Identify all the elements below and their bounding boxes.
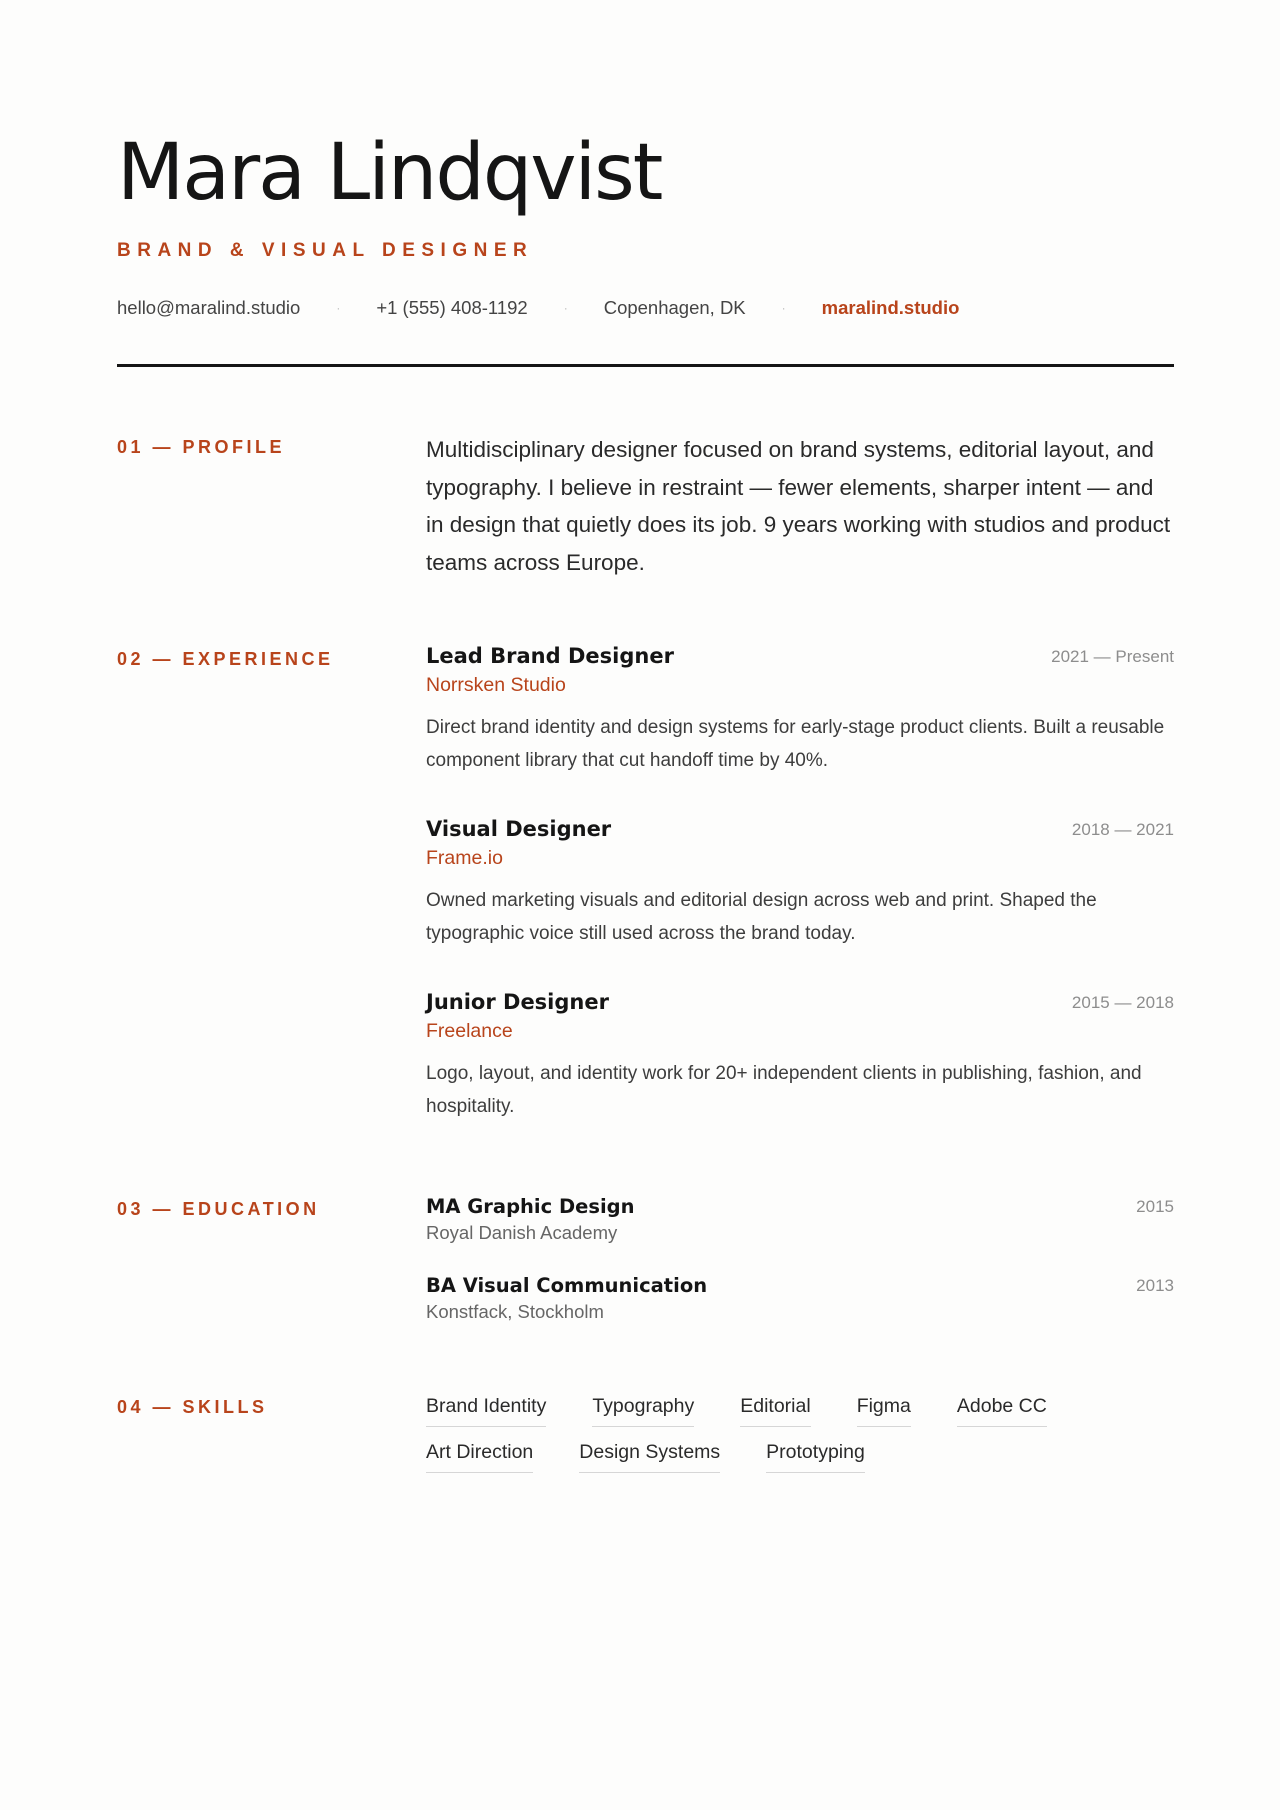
skill-tag: Design Systems <box>579 1441 720 1473</box>
section-label-profile: 01 — PROFILE <box>117 437 286 457</box>
job-description: Direct brand identity and design systems for early-stage product clients. Built a reusable component library that cut handoff time by 40%. <box>426 717 1165 771</box>
job-dates: 2018 — 2021 <box>1071 820 1174 839</box>
job-company: Freelance <box>426 1020 513 1042</box>
skill-tag: Brand Identity <box>426 1395 546 1427</box>
job-entry <box>426 644 1174 777</box>
education-school: Royal Danish Academy <box>426 1222 618 1243</box>
job-description: Logo, layout, and identity work for 20+ independent clients in publishing, fashion, and hospitality. <box>426 1063 1142 1117</box>
contact-bar <box>117 297 959 319</box>
job-role-title: BRAND & VISUAL DESIGNER <box>117 240 534 261</box>
email-link[interactable]: hello@maralind.studio <box>117 297 301 318</box>
skill-tag: Typography <box>592 1395 694 1427</box>
skill-tag: Prototyping <box>766 1441 865 1473</box>
job-title: Junior Designer <box>426 990 609 1014</box>
skills-row <box>426 1395 1174 1427</box>
skill-tag: Art Direction <box>426 1441 533 1473</box>
location-text: Copenhagen, DK <box>603 297 746 318</box>
contact-separator: · <box>336 301 341 315</box>
skill-tag: Editorial <box>740 1395 810 1427</box>
section-label-education: 03 — EDUCATION <box>117 1199 320 1219</box>
job-entry <box>426 990 1174 1123</box>
profile-text: Multidisciplinary designer focused on brand systems, editorial layout, and typography. I believe in restraint — fewer elements, sharper intent — and in design that quietly does its job. 9 years working with studios and product teams across Europe. <box>426 437 1171 575</box>
section-label-experience: 02 — EXPERIENCE <box>117 649 334 669</box>
job-dates: 2015 — 2018 <box>1071 993 1174 1012</box>
website-link[interactable]: maralind.studio <box>821 297 960 318</box>
section-label-skills: 04 — SKILLS <box>117 1397 268 1417</box>
skill-tag: Figma <box>857 1395 911 1427</box>
skills-row <box>426 1441 1174 1473</box>
job-company: Frame.io <box>426 847 503 869</box>
education-year: 2013 <box>1136 1276 1174 1295</box>
education-degree: MA Graphic Design <box>426 1195 635 1218</box>
job-title: Visual Designer <box>426 817 612 841</box>
skill-tag: Adobe CC <box>957 1395 1047 1427</box>
job-entry <box>426 817 1174 950</box>
person-name: Mara Lindqvist <box>117 128 662 218</box>
header-divider <box>117 364 1174 367</box>
education-school: Konstfack, Stockholm <box>426 1301 604 1322</box>
contact-separator: · <box>781 301 786 315</box>
job-company: Norrsken Studio <box>426 674 566 696</box>
education-entry <box>426 1195 1174 1244</box>
education-entry <box>426 1274 1174 1323</box>
phone-text[interactable]: +1 (555) 408-1192 <box>376 297 528 318</box>
education-degree: BA Visual Communication <box>426 1274 708 1297</box>
contact-separator: · <box>563 301 568 315</box>
job-title: Lead Brand Designer <box>426 644 674 668</box>
profile-section <box>426 431 1174 581</box>
education-year: 2015 <box>1136 1197 1174 1216</box>
job-dates: 2021 — Present <box>1051 647 1174 666</box>
skills-list <box>426 1395 1174 1487</box>
job-description: Owned marketing visuals and editorial design across web and print. Shaped the typographic voice still used across the brand today. <box>426 890 1097 944</box>
